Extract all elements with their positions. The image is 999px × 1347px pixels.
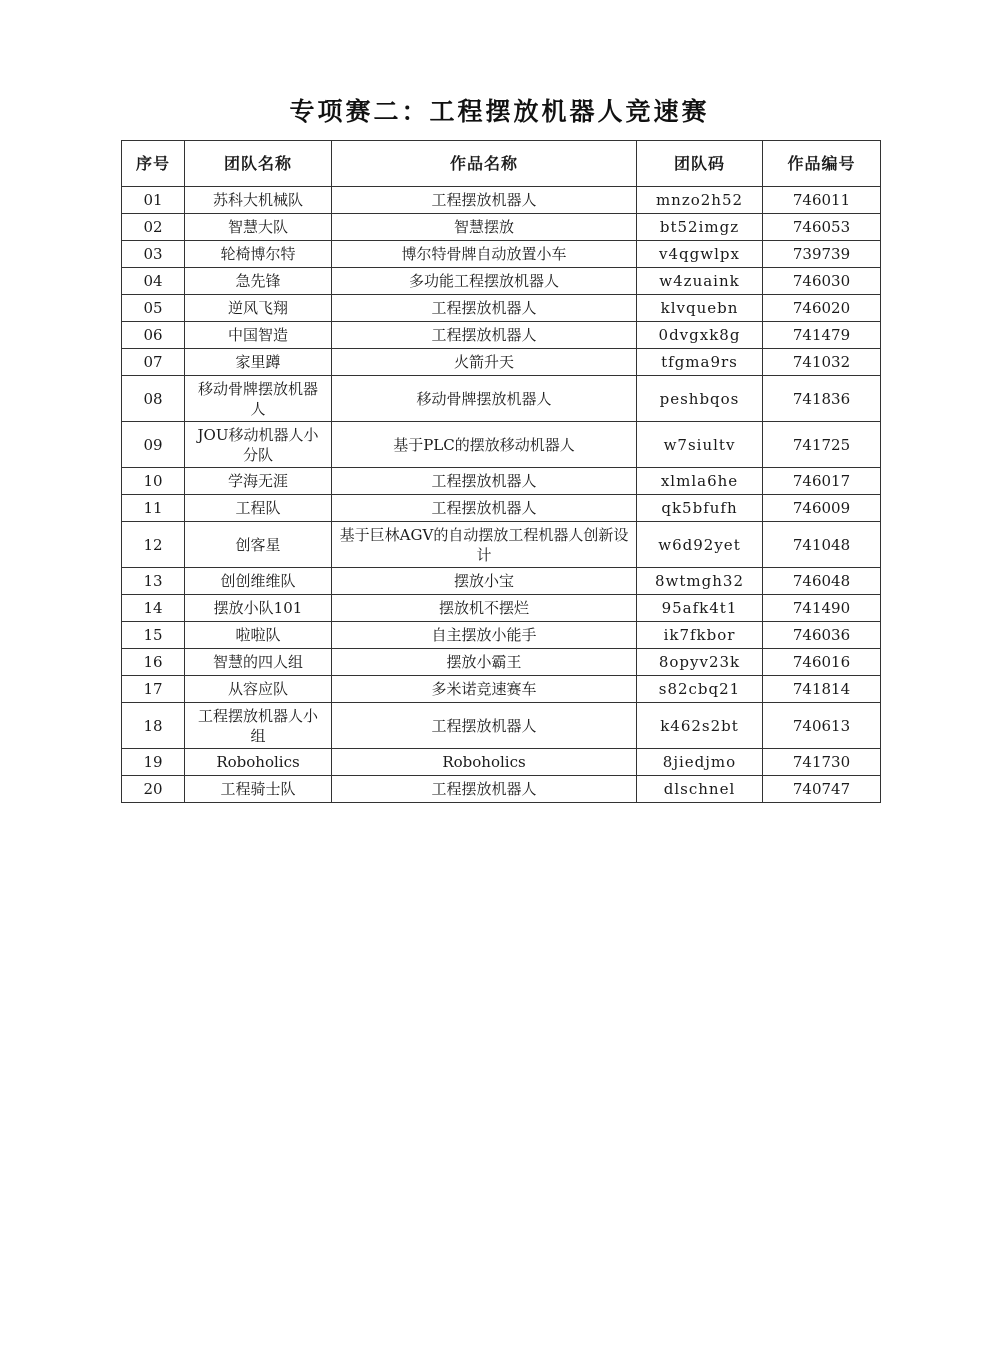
cell-index: 18 [122, 703, 185, 749]
table-row [122, 187, 881, 214]
cell-work-id: 741836 [763, 376, 881, 422]
table-row [122, 495, 881, 522]
cell-work-name: 工程摆放机器人 [332, 468, 637, 495]
cell-team-code: v4qgwlpx [637, 241, 763, 268]
cell-team-name: 智慧大队 [185, 214, 332, 241]
table-row [122, 703, 881, 749]
cell-index: 08 [122, 376, 185, 422]
cell-team-code: k462s2bt [637, 703, 763, 749]
cell-team-code: qk5bfufh [637, 495, 763, 522]
table-row [122, 622, 881, 649]
table-row [122, 214, 881, 241]
cell-team-name: 创创维维队 [185, 568, 332, 595]
cell-work-name: 基于巨林AGV的自动摆放工程机器人创新设计 [332, 522, 637, 568]
table-row [122, 749, 881, 776]
cell-index: 16 [122, 649, 185, 676]
cell-work-name: 基于PLC的摆放移动机器人 [332, 422, 637, 468]
cell-work-name: 自主摆放小能手 [332, 622, 637, 649]
cell-work-name: Roboholics [332, 749, 637, 776]
cell-team-code: klvquebn [637, 295, 763, 322]
cell-work-id: 746053 [763, 214, 881, 241]
results-table [121, 140, 881, 803]
cell-work-name: 摆放小霸王 [332, 649, 637, 676]
cell-index: 15 [122, 622, 185, 649]
cell-work-name: 工程摆放机器人 [332, 495, 637, 522]
cell-work-id: 746011 [763, 187, 881, 214]
table-row [122, 241, 881, 268]
table-row [122, 468, 881, 495]
cell-work-id: 740613 [763, 703, 881, 749]
cell-index: 17 [122, 676, 185, 703]
cell-work-name: 智慧摆放 [332, 214, 637, 241]
cell-team-name: 摆放小队101 [185, 595, 332, 622]
table-header-row [122, 141, 881, 187]
cell-index: 11 [122, 495, 185, 522]
cell-team-code: 8wtmgh32 [637, 568, 763, 595]
column-header-work-id: 作品编号 [763, 141, 881, 187]
cell-index: 14 [122, 595, 185, 622]
cell-index: 19 [122, 749, 185, 776]
cell-team-name: 轮椅博尔特 [185, 241, 332, 268]
cell-team-code: xlmla6he [637, 468, 763, 495]
cell-work-name: 多功能工程摆放机器人 [332, 268, 637, 295]
cell-index: 13 [122, 568, 185, 595]
cell-work-id: 746036 [763, 622, 881, 649]
cell-work-id: 741814 [763, 676, 881, 703]
cell-team-name: 智慧的四人组 [185, 649, 332, 676]
cell-work-name: 移动骨牌摆放机器人 [332, 376, 637, 422]
column-header-team-name: 团队名称 [185, 141, 332, 187]
cell-team-code: 0dvgxk8g [637, 322, 763, 349]
cell-team-name: 家里蹲 [185, 349, 332, 376]
cell-index: 20 [122, 776, 185, 803]
cell-team-name: 啦啦队 [185, 622, 332, 649]
cell-work-name: 火箭升天 [332, 349, 637, 376]
cell-work-name: 工程摆放机器人 [332, 295, 637, 322]
cell-team-code: bt52imgz [637, 214, 763, 241]
cell-index: 02 [122, 214, 185, 241]
cell-work-id: 746020 [763, 295, 881, 322]
table-row [122, 349, 881, 376]
cell-team-name: 创客星 [185, 522, 332, 568]
cell-work-id: 741490 [763, 595, 881, 622]
table-row [122, 295, 881, 322]
cell-work-id: 746009 [763, 495, 881, 522]
cell-work-id: 739739 [763, 241, 881, 268]
cell-team-name: JOU移动机器人小分队 [185, 422, 332, 468]
cell-work-id: 746017 [763, 468, 881, 495]
cell-team-code: mnzo2h52 [637, 187, 763, 214]
column-header-work-name: 作品名称 [332, 141, 637, 187]
cell-team-code: tfgma9rs [637, 349, 763, 376]
cell-team-code: 8opyv23k [637, 649, 763, 676]
cell-work-id: 740747 [763, 776, 881, 803]
cell-team-code: 8jiedjmo [637, 749, 763, 776]
table-row [122, 595, 881, 622]
cell-team-name: 从容应队 [185, 676, 332, 703]
table-row [122, 649, 881, 676]
cell-team-name: 工程队 [185, 495, 332, 522]
cell-team-code: peshbqos [637, 376, 763, 422]
cell-work-name: 工程摆放机器人 [332, 322, 637, 349]
column-header-team-code: 团队码 [637, 141, 763, 187]
cell-index: 10 [122, 468, 185, 495]
cell-work-id: 746048 [763, 568, 881, 595]
cell-work-name: 工程摆放机器人 [332, 776, 637, 803]
cell-work-name: 多米诺竞速赛车 [332, 676, 637, 703]
cell-team-name: 中国智造 [185, 322, 332, 349]
table-row [122, 422, 881, 468]
cell-work-name: 工程摆放机器人 [332, 187, 637, 214]
cell-work-name: 摆放机不摆烂 [332, 595, 637, 622]
cell-work-name: 工程摆放机器人 [332, 703, 637, 749]
cell-work-id: 746030 [763, 268, 881, 295]
cell-work-name: 摆放小宝 [332, 568, 637, 595]
cell-team-name: 急先锋 [185, 268, 332, 295]
cell-index: 01 [122, 187, 185, 214]
cell-team-name: 逆风飞翔 [185, 295, 332, 322]
page-title: 专项赛二：工程摆放机器人竞速赛 [289, 97, 710, 126]
cell-team-code: w4zuaink [637, 268, 763, 295]
cell-index: 04 [122, 268, 185, 295]
column-header-index: 序号 [122, 141, 185, 187]
table-row [122, 268, 881, 295]
table-row [122, 322, 881, 349]
table-row [122, 776, 881, 803]
cell-work-id: 741032 [763, 349, 881, 376]
cell-team-name: 苏科大机械队 [185, 187, 332, 214]
cell-team-code: s82cbq21 [637, 676, 763, 703]
cell-team-name: Roboholics [185, 749, 332, 776]
cell-work-id: 741479 [763, 322, 881, 349]
cell-team-code: w6d92yet [637, 522, 763, 568]
cell-team-code: 95afk4t1 [637, 595, 763, 622]
cell-index: 06 [122, 322, 185, 349]
table-row [122, 522, 881, 568]
cell-work-id: 741048 [763, 522, 881, 568]
cell-team-name: 工程骑士队 [185, 776, 332, 803]
cell-index: 09 [122, 422, 185, 468]
table-row [122, 676, 881, 703]
cell-work-id: 746016 [763, 649, 881, 676]
cell-index: 03 [122, 241, 185, 268]
table-row [122, 568, 881, 595]
cell-work-id: 741725 [763, 422, 881, 468]
cell-team-code: w7siultv [637, 422, 763, 468]
cell-index: 05 [122, 295, 185, 322]
cell-index: 12 [122, 522, 185, 568]
cell-work-id: 741730 [763, 749, 881, 776]
cell-team-name: 工程摆放机器人小组 [185, 703, 332, 749]
cell-team-code: dlschnel [637, 776, 763, 803]
cell-work-name: 博尔特骨牌自动放置小车 [332, 241, 637, 268]
cell-team-name: 学海无涯 [185, 468, 332, 495]
cell-team-code: ik7fkbor [637, 622, 763, 649]
table-row [122, 376, 881, 422]
cell-index: 07 [122, 349, 185, 376]
cell-team-name: 移动骨牌摆放机器人 [185, 376, 332, 422]
